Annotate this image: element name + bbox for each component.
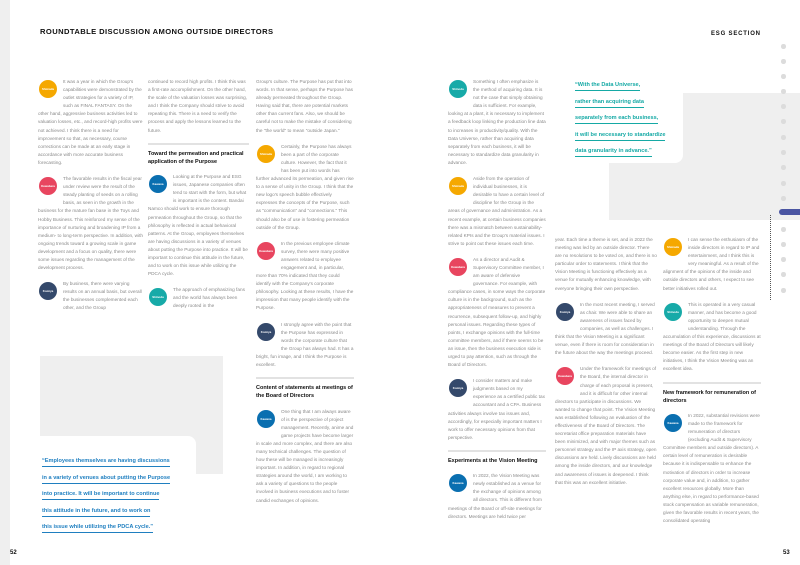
speaker-avatar: Kawana [664,414,682,432]
section-nav-dot[interactable] [781,181,786,186]
speaker-avatar: Shimada [449,177,467,195]
section-nav-dot[interactable] [781,135,786,140]
section-nav-dot[interactable] [781,89,786,94]
speaker-avatar: Kuwabara [257,242,275,260]
statement-text: Looking at the Purpose and ESG issues, Japanese companies often tend to start with the form, but what is important is the content. Bandai Namco should work to ensure thorough permeation throughout the Group, so that the philosophy is reflected in actual behavioral patterns. At the Group, employees themselves are having discussions in a variety of venues about putting the Purpose into practice. It will be important to continue this attitude in the future, and to work on this issue while utilizing the PDCA cycle. [148,174,248,277]
speaker-avatar: Kuwabara [449,258,467,276]
continued-text: continued to record high profits. I think this was a first-rate accomplishment. On the other hand, the scale of the valuation losses was surprising, and I think the Company should strive to avoid repeating this. There is a need to verify the process and apply the lessons learned to the future. [148,79,248,133]
section-nav-dot[interactable] [781,227,786,232]
statement [448,78,546,167]
statement-text: The favorable results in the fiscal year under review were the result of the steady planting of seeds on a rolling basis, as seen in the growth in the business for the mature fan base in the Toys and Hobby Business. This reinforced my sense of the importance of nurturing and broadening IP from a medium- to long-term perspective. In addition, with ongoing trends toward a growing scale in game development and a focus on quality, there were some issues regarding the management of the development process. [38,176,143,271]
statement-text: In 2022, the Vision Meeting was newly established as a venue for the exchange of opinions among all directors. This is different from meetings of the Board or off-site meetings for directors. Meetings are held twice per [448,473,542,519]
quote-line: it will be necessary to standardize [575,131,665,141]
page-number-right: 53 [783,550,790,556]
column-right-1 [448,78,546,529]
quote-line: into practice. It will be important to continue [42,490,159,500]
speaker-avatar: Komiya [257,323,275,341]
statement-text: By business, there were varying results on an annual basis, but overall the businesses complemented each other, and the Group [63,281,142,311]
section-divider [448,450,546,452]
section-divider [256,377,354,379]
section-nav-dot[interactable] [781,165,786,170]
section-heading: Content of statements at meetings of the Board of Directors [256,385,353,400]
section-nav-dot[interactable] [781,196,786,201]
statement-text: As a director and Audit & Supervisory Committee member, I am aware of defensive governance. For example, with compliance cases, in some ways the corporate culture is in the background, such as the appropriateness of measures to prevent a recurrence, subsequent follow-up, and highly personal issues. Regarding these types of points, I exchange opinions with the full-time committee members, and if there seems to be an issue, then the business execution side is urged to pay attention, such as through the Board of Directors. [448,256,546,368]
quote-line: “With the Data Universe, [575,81,640,91]
section-nav-active[interactable] [779,209,800,215]
column-left-2 [148,78,249,319]
statement [256,240,354,313]
page-edge [0,0,10,565]
section-divider [148,143,249,145]
section-nav-dot[interactable] [781,44,786,49]
statement-text: I consider matters and make judgments based on my experience as a certified public tax accountant and a CPA. Business activities always involve tax issues and, accordingly, for especially important matters I work to offer necessary opinions from that perspective. [448,378,545,440]
speaker-avatar: Kawana [257,410,275,428]
statement [38,78,143,167]
statement-text: In the most recent meeting, I served as chair. We were able to share an awareness of issues faced by companies, as well as challenges. I think that the Vision Meeting is a significant venue, even if there is room for consideration in the future about the way the meetings proceed. [555,301,655,356]
statement [448,472,546,521]
statement [663,412,761,525]
statement [256,408,354,505]
column-left-3 [256,78,354,513]
statement-text: One thing that I am always aware of is the perspective of project management. Recently, anime and game projects have become larger in scale and more complex, and there are also many technical challenges. The question of how these will be managed is increasingly important. In addition, in regard to regional strategies around the world, I am working to ask a variety of questions to the people involved in business executions and to foster candid exchanges of opinions. [256,408,354,503]
speaker-avatar: Shinoda [664,303,682,321]
statement [256,321,354,370]
speaker-avatar: Shinoda [149,288,167,306]
speaker-avatar: Komiya [556,303,574,321]
section-nav-dot[interactable] [781,104,786,109]
statement-text: This is operated in a very casual manner, and has become a good opportunity to deepen mutual understanding. Through the accumulation of this experience, discussions at meetings of the Board of Directors will likely become easier. As the first step in new initiatives, I think the Vision Meeting was an excellent idea. [663,301,761,372]
column-right-2 [555,236,657,495]
statement-text: It was a year in which the Group's capabilities were demonstrated by the outlet strategies for a variety of IP, such as FINAL FANTASY. On the other hand, aggressive business activities led to valuation losses, etc., and record-high profits were not achieved. I think there is a need for improvement so that, as necessary, course corrections can be made at an early stage in accordance with more accurate business forecasting. [38,79,143,165]
column-left-1 [38,78,143,321]
vertical-caption [770,215,774,300]
statement [663,236,761,293]
section-nav-dot[interactable] [781,150,786,155]
statement [256,143,354,232]
section-divider [663,382,761,384]
page-title: ROUNDTABLE DISCUSSION AMONG OUTSIDE DIRECTORS [40,27,274,36]
statement [148,286,249,310]
statement [448,377,546,442]
speaker-avatar: Kawana [449,474,467,492]
speaker-avatar: Kawana [149,175,167,193]
speaker-avatar: Kuwabara [39,177,57,195]
continued-text: Group's culture. The Purpose has put that into words. In that sense, perhaps the Purpose has already permeated throughout the Group. Having said that, there are potential markets other than current fans. Also, we should be careful not to make the mistake of considering the "the world" to mean "outside Japan." [256,79,353,133]
pull-quote-right [575,79,665,162]
speaker-avatar: Shimada [664,238,682,256]
statement [38,175,143,272]
statement-text: The approach of emphasizing fans and the world has always been deeply rooted in the [173,287,245,309]
section-nav-dot[interactable] [781,272,786,277]
quote-line: in a variety of venues about putting the Purpose [42,474,170,484]
quote-line: this attitude in the future, and to work on [42,507,150,517]
statement-text: Under the framework for meetings of the Board, the internal director in charge of each proposal is present, and it is difficult for other internal directors to participate in discussions. We wanted to change that point. The Vision Meeting was established following an evaluation of the effectiveness of the Board of Directors. The secretariat office preparation materials have been minimized, and with major themes such as personnel strategy and the IP axis strategy, open discussions are held. Lively discussions are held among the inside directors, and our knowledge and awareness of issues is deepened. I think that this was an excellent initiative. [555,366,657,485]
section-label: ESG SECTION [711,31,761,37]
section-nav-dot[interactable] [781,119,786,124]
section-nav-dot[interactable] [781,257,786,262]
speaker-avatar: Shimada [257,145,275,163]
section-nav-dot[interactable] [781,74,786,79]
section-nav-dot[interactable] [781,242,786,247]
statement-text: Certainly, the Purpose has always been a part of the corporate culture. However, the fact that it has been put into words has further advanced its permeation, and given rise to a sense of unity in the Group. I think that the new logo's speech bubble effectively expresses the concepts of the Purpose, such as "communication" and "connections." This should also be of use in fostering permeation outside of the Group. [256,143,354,230]
statement [38,280,143,312]
speaker-avatar: Kuwabara [556,367,574,385]
statement [555,301,657,358]
statement-text: Aside from the operation of individual businesses, it is desirable to have a certain level of discipline for the Group in the areas of governance and administration. As a recent example, at certain business companies there was a mismatch between sustainability-related KPIs and the Group's material issues. I strive to point out these issues each time. [448,176,546,246]
section-nav-dot[interactable] [781,288,786,293]
quote-line: separately from each business, [575,114,658,124]
statement [663,301,761,374]
statement [448,175,546,248]
continued-text: year. Each time a theme is set, and in 2022 the meeting was led by an outside director. There are no resolutions to be voted on, and there is no particular order to statements. I think that the Vision Meeting is functioning effectively as a venue for mutually enhancing knowledge, with everyone bringing their own perspective. [555,237,657,291]
statement-text: In the previous employee climate survey, there were many positive answers related to employee engagement and, in particular, more than 70% indicated that they could identify with the Company's corporate philosophy. Looking at these results, I have the impression that many people identify with the Purpose. [256,240,354,311]
quote-line: data granularity in advance.” [575,147,652,157]
statement-text: I can sense the enthusiasm of the inside directors in regard to IP and entertainment, and I think this is very meaningful. As a result of the alignment of the opinions of the inside and outside directors and others, I expect to see better initiatives rolled out. [663,237,760,291]
quote-line: rather than acquiring data [575,98,644,108]
quote-line: “Employees themselves are having discussions [42,457,170,467]
section-heading: Toward the permeation and practical application of the Purpose [148,150,244,165]
page-number-left: 52 [10,550,17,556]
column-right-3 [663,236,761,533]
pull-quote-left [42,455,170,538]
speaker-avatar: Shimada [39,80,57,98]
statement [448,256,546,369]
speaker-avatar: Komiya [39,282,57,300]
section-heading: Experiments at the Vision Meeting [448,457,538,464]
statement [555,365,657,486]
speaker-avatar: Shinoda [449,80,467,98]
section-nav-dot[interactable] [781,59,786,64]
quote-line: this issue while utilizing the PDCA cycle.” [42,523,153,533]
speaker-avatar: Komiya [449,379,467,397]
statement-text: I strongly agree with the point that the Purpose has expressed in words the corporate culture that the Group has always had. It has a bright, fun image, and I think the Purpose is excellent. [256,321,354,367]
statement [148,173,249,278]
section-heading: New framework for remuneration of directors [663,389,756,404]
statement-text: In 2022, substantial revisions were made to the framework for remuneration of directors (excluding Audit & Supervisory Committee members and outside directors). A certain level of remuneration is desirable because it is indispensable to enhance the motivation of directors in order to increase corporate value and, in addition, to gather excellent resources globally. More than anything else, in regard to performance-based stock compensation as variable remuneration, given the favorable results in recent years, the consolidated operating [663,412,760,524]
statement-text: Something I often emphasize is the method of acquiring data. It is not the case that simply obtaining data is sufficient. For example, looking at a plant, it is necessary to implement a feedback loop linking the production line data to increases in productivity/quality. With the Data Universe, rather than acquiring data separately from each business, it will be necessary to standardize data granularity in advance. [448,79,546,165]
